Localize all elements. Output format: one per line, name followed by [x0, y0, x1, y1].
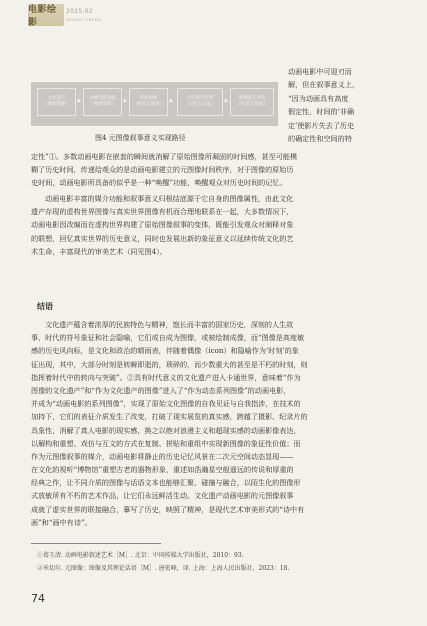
text-line: 作为元图像叙事的媒介，动画电影将静止的历史记忆风景在二次元空间动态显现—— — [31, 451, 294, 461]
flow-box-animation-adaptation — [83, 88, 122, 116]
text-line: 定性”①。多数动画电影在嵌套的瞬间就消解了原始图像所凝固的时间感，甚至可能模 — [31, 152, 298, 161]
flow-box-subtitle: （视觉与叙事） — [133, 102, 164, 107]
text-line: 事，时代的符号象征和社会隐喻，它们或自成为图像，或被绘制成像，而“图像是高度敏 — [31, 333, 305, 343]
text-line: 经典之作，让不同介质的图像与话语文本也能够汇聚、碰撞与融合，以陌生化的图像形 — [31, 478, 301, 488]
text-line: 感的历史风向标，是文化和政治的晴雨表，伴随着偶像（icon）和隐喻作为‘时刻’的象 — [31, 346, 299, 356]
journal-subtitle: WORLD CINEMA — [66, 17, 102, 22]
footnotes — [37, 549, 387, 575]
text-line: 文化遗产蕴含着浓厚的民族特色与精神，饱长而丰富的国家历史，深刻的人生故 — [45, 320, 294, 329]
text-line: 具象性，消解了真人电影的现实感，换之以绝对浪漫主义和超现实感的动画影像表达， — [31, 425, 301, 435]
text-line: 动画电影中可迎刃而 — [288, 67, 352, 76]
footnote-2: ②米切尔. 元图像：图像及其理论话语［M］. 唐宏峰，译. 上海：上海人民出版社，2023：18. — [37, 565, 290, 572]
flow-box-title: 历史时空实现 — [186, 95, 214, 101]
text-line: 指挥着时代中的转向与突破”。②具有时代意义的文化遗产进入卡通世界，意味着“作为 — [31, 372, 301, 382]
text-line: 动画电影因改编而在虚构世界构建了原始图像叙事的变体，既能引发观众对阐释对象 — [31, 220, 294, 230]
text-line: 假定性，时间的‘非确 — [288, 107, 355, 117]
flow-box-historical-time — [177, 88, 223, 116]
text-line: 的确定性和空间的特 — [288, 133, 352, 143]
paragraph-1 — [31, 150, 386, 190]
flow-arrow-icon: ▶ — [169, 98, 174, 104]
flow-box-subtitle: （传承与发展） — [236, 102, 268, 107]
paragraph-3 — [31, 318, 386, 529]
flow-box-subtitle: （原始图像） — [43, 102, 70, 107]
text-line: 图像的文化遗产”和“作为文化遗产的图像”进入了“作为动态系列图像”的动画电影， — [31, 385, 291, 395]
text-line: 定’使影片失去了历史 — [288, 120, 355, 130]
flow-diagram-figure — [31, 82, 278, 126]
page-number: 74 — [31, 592, 45, 605]
text-line: 在文化的视听“博物馆”重塑古老的器物形象，重述如浩瀚星空般遥远的传说和厚重的 — [31, 465, 294, 475]
flow-arrow-icon: ▶ — [77, 98, 82, 104]
flow-box-image-conversion — [129, 88, 168, 116]
journal-logo — [28, 4, 64, 26]
text-line: 并成为“动画电影的系列图像”，实现了原始文化图像的自我见证与自我指涉，在技术的 — [31, 399, 301, 409]
footnote-divider — [31, 543, 161, 544]
flow-arrow-icon: ▶ — [224, 98, 229, 104]
section-heading-conclusion: 结语 — [37, 302, 53, 311]
text-line: 遗产存现的虚构世界图像与真实世界图像有机而合理地联系在一起，大多数情况下， — [31, 207, 294, 217]
flow-box-title: 转换图像 — [139, 95, 158, 101]
flow-box-meaning-value — [230, 88, 274, 116]
text-line: 式放敏所有不朽的艺术作品，让它们永远鲜活生动。文化遗产动画电影的元图像叙事 — [31, 491, 294, 501]
text-line: “因为动画具有高度 — [288, 93, 349, 103]
flow-box-title: 动画电影改编 — [89, 95, 116, 101]
text-line: 的联想，回忆真实世界的历史意义，同时也发展出新的象征意义以延续传统文化的艺 — [31, 233, 294, 243]
text-line: 征出现，其中，大部分时刻是转瞬即逝的，琐碎的，而少数重大的甚至是不朽的时刻，则 — [31, 359, 308, 369]
flow-box-subtitle: （图像变体） — [89, 102, 116, 107]
text-line: 成就了虚实世界的联接融合，摹写了历史，映照了精神，是现代艺术审美形式的“诗中有 — [31, 504, 305, 514]
flow-box-cultural-heritage — [37, 88, 76, 116]
footnote-1: ①葛玉清. 动画电影叙述艺术［M］. 北京：中国传媒大学出版社，2010：93. — [37, 552, 244, 559]
text-line: 以解构和重塑、戏仿与互文的方式在复制、拼贴和重组中实现新图像的象征性价值；而 — [31, 438, 301, 448]
paragraph-2 — [31, 192, 386, 258]
text-line: 解，但在叙事意义上， — [288, 80, 359, 90]
issue-number: 2025.02 — [66, 8, 93, 15]
text-line: 史时间，动画电影所具备的似乎是一种“唤醒”功能，唤醒观众对历史时间的记忆。 — [31, 178, 287, 188]
text-line: 画”和“画中有诗”。 — [31, 517, 92, 527]
text-line: 加持下，它们的表征介质发生了改变，打破了现实展览的真实感，跨越了摄影、纪录片的 — [31, 412, 308, 422]
flow-box-title: 文化遗产 — [47, 95, 66, 101]
figure-caption: 图4 元图像叙事意义实现路径 — [95, 134, 186, 142]
flow-arrow-icon: ▶ — [123, 98, 128, 104]
flow-box-title: 影像意义价值 — [238, 95, 266, 101]
text-line: 术生命，丰富现代的审美艺术（同见图4）。 — [31, 246, 167, 256]
text-line: 动画电影丰富的媒介功能和叙事意义归根结底源于它自身的图像属性，由此文化 — [45, 194, 294, 203]
journal-logo-text: 电影绘影 — [28, 5, 57, 28]
flow-box-subtitle: （记忆与反思） — [184, 102, 216, 107]
right-column-text — [288, 65, 386, 145]
text-line: 糊了历史时间，传递给观众的是动画电影建立的元图像时间秩序，对于图像的原始历 — [31, 165, 294, 175]
